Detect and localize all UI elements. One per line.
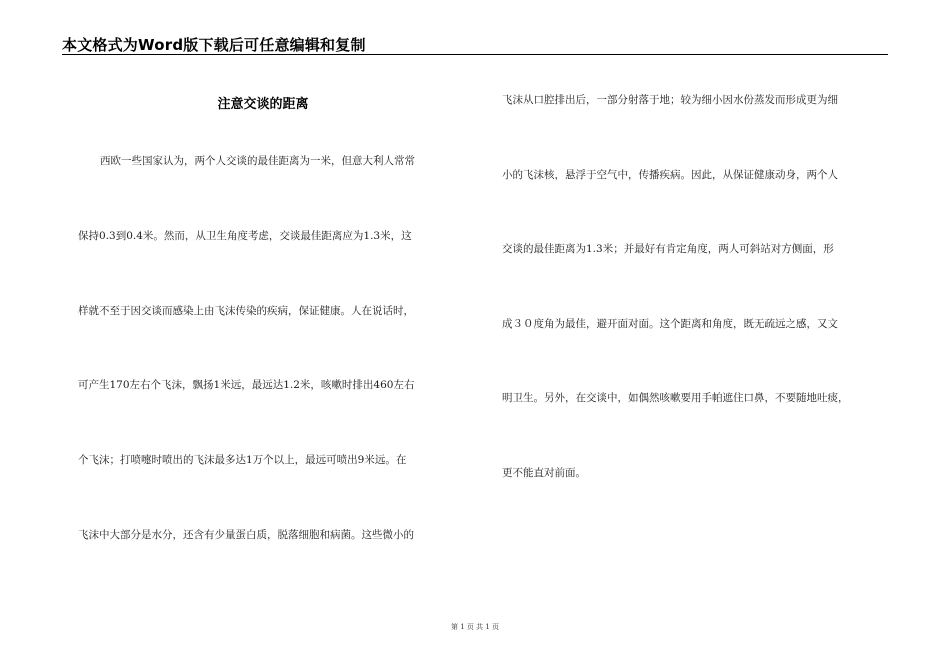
body-text-line: 可产生170左右个飞沫，飘扬1米远，最远达1.2米，咳嗽时排出460左右 — [78, 379, 415, 391]
body-text-line: 个飞沫；打喷嚏时喷出的飞沫最多达1万个以上，最远可喷出9米远。在 — [78, 454, 407, 466]
document-title: 注意交谈的距离 — [217, 97, 309, 112]
body-text-line: 飞沫中大部分是水分，还含有少量蛋白质，脱落细胞和病菌。这些微小的 — [78, 529, 414, 541]
body-text-line: 小的飞沫核，悬浮于空气中，传播疾病。因此，从保证健康动身，两个人 — [502, 169, 838, 181]
body-text-line: 样就不至于因交谈而感染上由飞沫传染的疾病，保证健康。人在说话时， — [78, 305, 414, 317]
body-text-line: 飞沫从口腔排出后，一部分射落于地；较为细小因水份蒸发而形成更为细 — [502, 94, 838, 106]
body-text-line: 保持0.3到0.4米。然而，从卫生角度考虑，交谈最佳距离应为1.3米，这 — [78, 230, 412, 242]
body-text-line: 交谈的最佳距离为1.3米；并最好有肯定角度，两人可斜站对方侧面，形 — [502, 243, 834, 255]
header-divider — [62, 54, 888, 55]
body-text-line: 成３０度角为最佳，避开面对面。这个距离和角度，既无疏远之感，又文 — [502, 318, 838, 330]
body-text-line: 西欧一些国家认为，两个人交谈的最佳距离为一米，但意大利人常常 — [100, 155, 415, 167]
body-text-line: 更不能直对前面。 — [502, 467, 586, 479]
body-text-line: 明卫生。另外，在交谈中，如偶然咳嗽要用手帕遮住口鼻，不要随地吐痰， — [502, 392, 849, 404]
page-number: 第 1 页 共 1 页 — [450, 623, 500, 631]
header-banner: 本文格式为Word版下载后可任意编辑和复制 — [62, 36, 366, 54]
